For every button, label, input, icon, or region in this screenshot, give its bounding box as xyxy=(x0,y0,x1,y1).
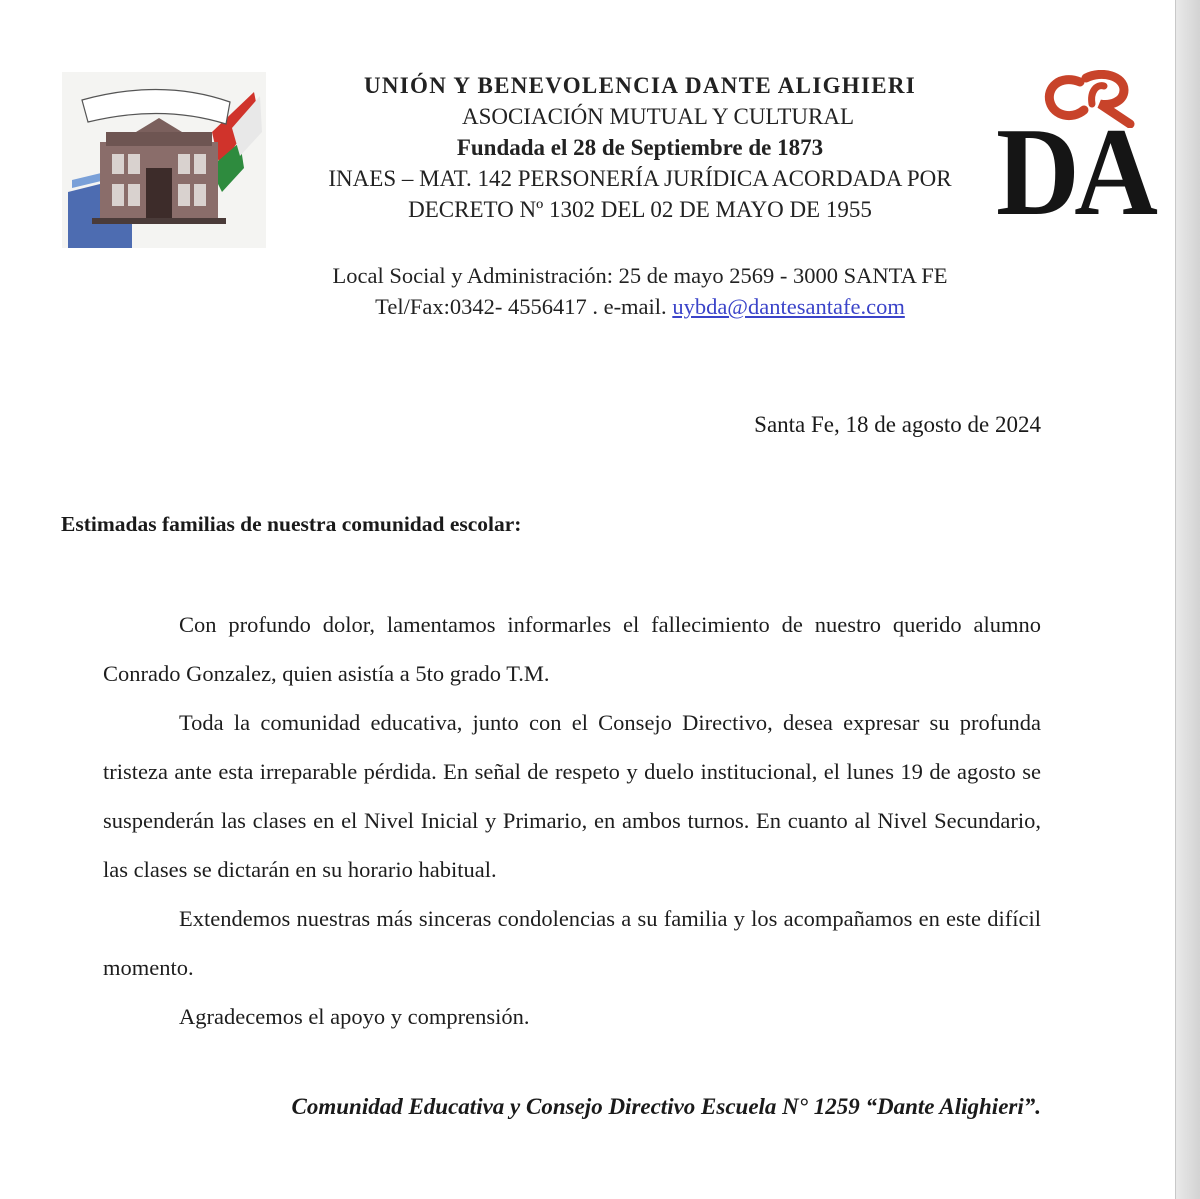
letter-body xyxy=(103,600,1041,1041)
contact-block xyxy=(300,260,980,322)
paragraph-4: Agradecemos el apoyo y comprensión. xyxy=(179,1004,530,1029)
address-line: Local Social y Administración: 25 de mayo 2569 - 3000 SANTA FE xyxy=(332,263,948,288)
dante-logo xyxy=(996,70,1156,242)
paragraph-3: Extendemos nuestras más sinceras condolencias a su familia y los acompañamos en este difícil momento. xyxy=(103,906,1041,980)
legal-line-2: DECRETO Nº 1302 DEL 02 DE MAYO DE 1955 xyxy=(408,197,872,222)
email-link[interactable]: uybda@dantesantafe.com xyxy=(672,294,905,319)
letter-date: Santa Fe, 18 de agosto de 2024 xyxy=(754,412,1041,437)
legal-line-1: INAES – MAT. 142 PERSONERÍA JURÍDICA ACORDADA POR xyxy=(328,166,952,191)
logo-letters: DA xyxy=(996,103,1153,242)
page-edge xyxy=(1176,0,1200,1199)
association-title: UNIÓN Y BENEVOLENCIA DANTE ALIGHIERI xyxy=(363,73,916,98)
association-logo xyxy=(62,72,266,248)
association-subtitle: ASOCIACIÓN MUTUAL Y CULTURAL xyxy=(461,104,855,129)
salutation: Estimadas familias de nuestra comunidad escolar: xyxy=(61,512,522,536)
letterhead xyxy=(300,70,980,225)
signature: Comunidad Educativa y Consejo Directivo Escuela N° 1259 “Dante Alighieri”. xyxy=(291,1094,1041,1119)
paragraph-2: Toda la comunidad educativa, junto con el Consejo Directivo, desea expresar su profunda tristeza ante esta irreparable pérdida. En señal de respeto y duelo institucional, el lunes 19 de agosto se suspenderán las clases en el Nivel Inicial y Primario, en ambos turnos. En cuanto al Nivel Secundario, las clases se dictarán en su horario habitual. xyxy=(103,710,1041,882)
phone-email-line xyxy=(300,291,980,322)
building-emblem-icon xyxy=(62,72,266,248)
paragraph-1: Con profundo dolor, lamentamos informarles el fallecimiento de nuestro querido alumno Conrado Gonzalez, quien asistía a 5to grado T.M. xyxy=(103,612,1041,686)
founded-line: Fundada el 28 de Septiembre de 1873 xyxy=(456,135,824,160)
phone-text: Tel/Fax:0342- 4556417 . e-mail. xyxy=(375,294,673,319)
